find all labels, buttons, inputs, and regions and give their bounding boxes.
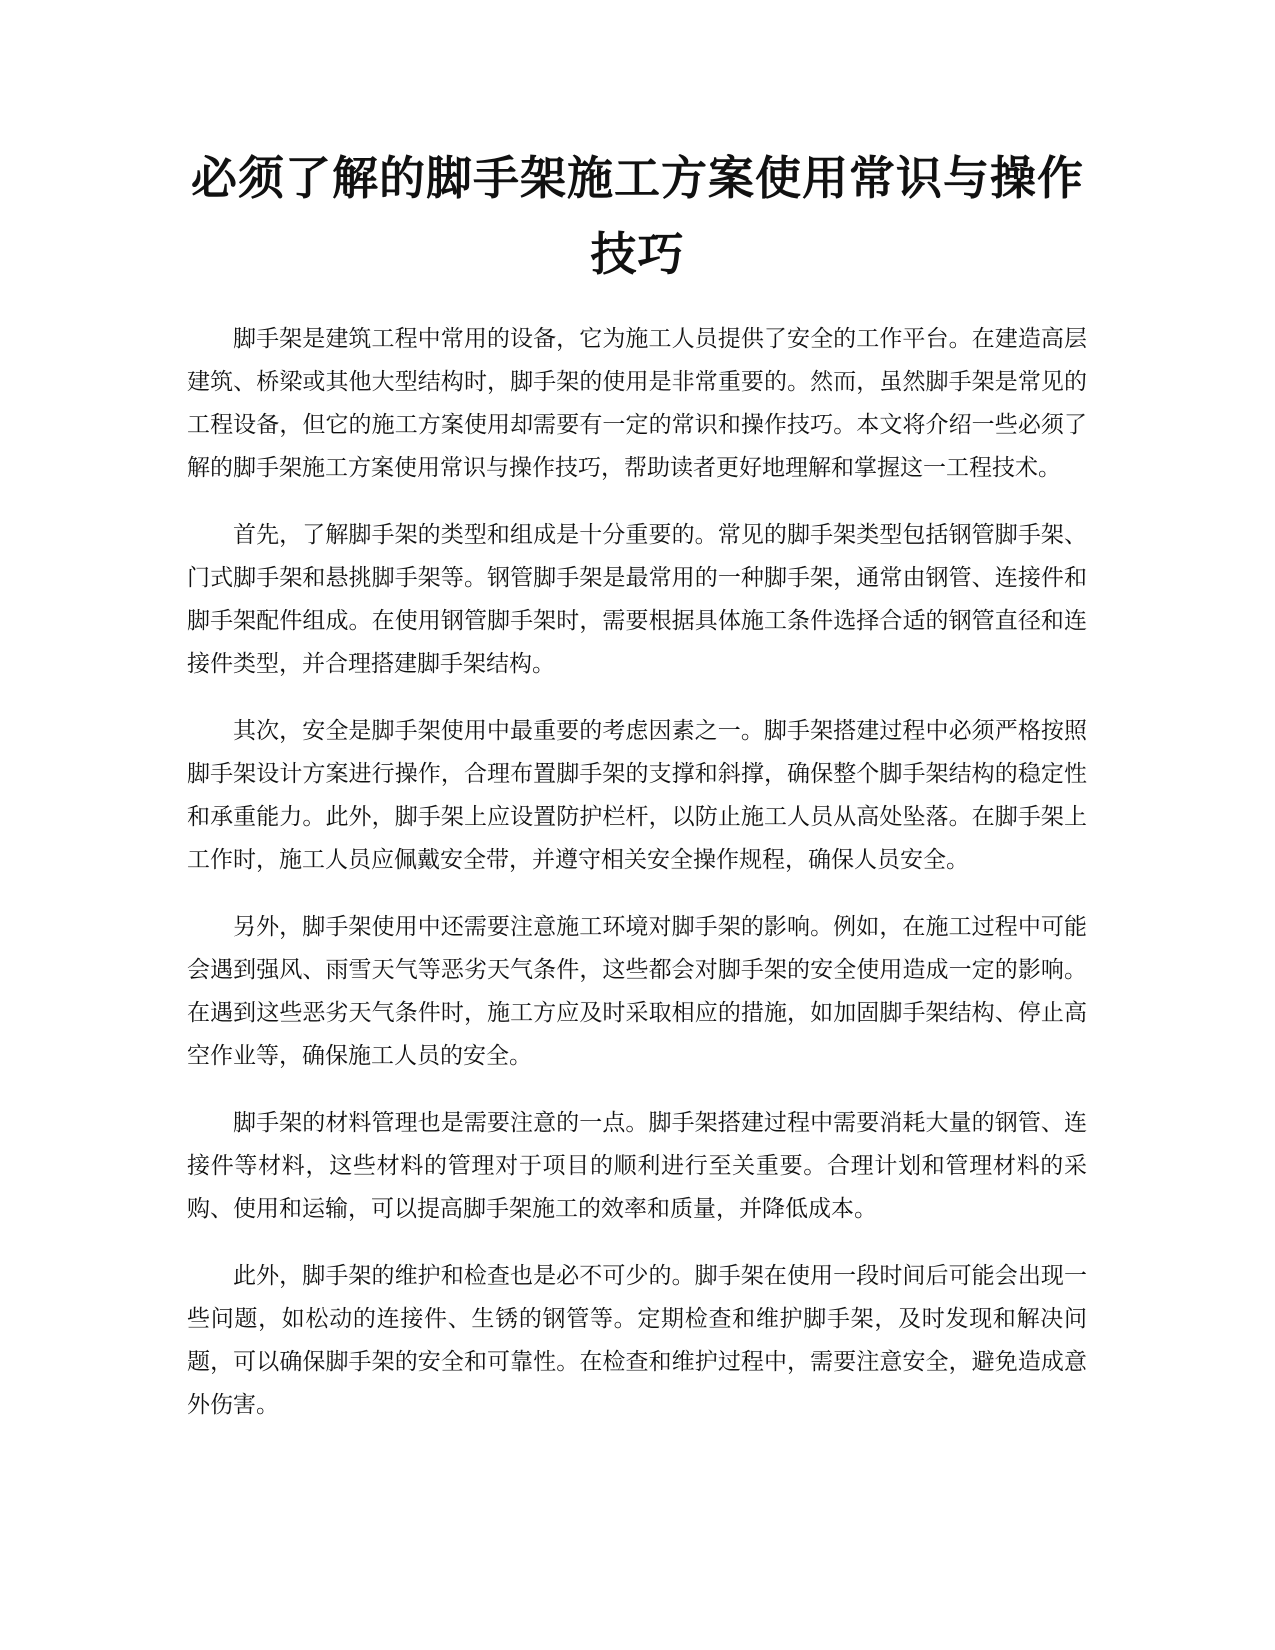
paragraph-5: 脚手架的材料管理也是需要注意的一点。脚手架搭建过程中需要消耗大量的钢管、连接件等材料，这些材料的管理对于项目的顺利进行至关重要。合理计划和管理材料的采购、使用和运输，可以提高脚手架施工的效率和质量，并降低成本。 (187, 1110, 1087, 1222)
paragraph-4: 另外，脚手架使用中还需要注意施工环境对脚手架的影响。例如，在施工过程中可能会遇到强风、雨雪天气等恶劣天气条件，这些都会对脚手架的安全使用造成一定的影响。在遇到这些恶劣天气条件时，施工方应及时采取相应的措施，如加固脚手架结构、停止高空作业等，确保施工人员的安全。 (187, 914, 1087, 1069)
paragraph-1: 脚手架是建筑工程中常用的设备，它为施工人员提供了安全的工作平台。在建造高层建筑、桥梁或其他大型结构时，脚手架的使用是非常重要的。然而，虽然脚手架是常见的工程设备，但它的施工方案使用却需要有一定的常识和操作技巧。本文将介绍一些必须了解的脚手架施工方案使用常识与操作技巧，帮助读者更好地理解和掌握这一工程技术。 (187, 326, 1087, 481)
paragraph-6: 此外，脚手架的维护和检查也是必不可少的。脚手架在使用一段时间后可能会出现一些问题，如松动的连接件、生锈的钢管等。定期检查和维护脚手架，及时发现和解决问题，可以确保脚手架的安全和可靠性。在检查和维护过程中，需要注意安全，避免造成意外伤害。 (187, 1263, 1087, 1418)
document-body (187, 318, 1087, 1451)
document-title: 必须了解的脚手架施工方案使用常识与操作技巧 (191, 151, 1084, 281)
paragraph-2: 首先，了解脚手架的类型和组成是十分重要的。常见的脚手架类型包括钢管脚手架、门式脚手架和悬挑脚手架等。钢管脚手架是最常用的一种脚手架，通常由钢管、连接件和脚手架配件组成。在使用钢管脚手架时，需要根据具体施工条件选择合适的钢管直径和连接件类型，并合理搭建脚手架结构。 (187, 522, 1087, 677)
paragraph-3: 其次，安全是脚手架使用中最重要的考虑因素之一。脚手架搭建过程中必须严格按照脚手架设计方案进行操作，合理布置脚手架的支撑和斜撑，确保整个脚手架结构的稳定性和承重能力。此外，脚手架上应设置防护栏杆，以防止施工人员从高处坠落。在脚手架上工作时，施工人员应佩戴安全带，并遵守相关安全操作规程，确保人员安全。 (187, 718, 1087, 873)
